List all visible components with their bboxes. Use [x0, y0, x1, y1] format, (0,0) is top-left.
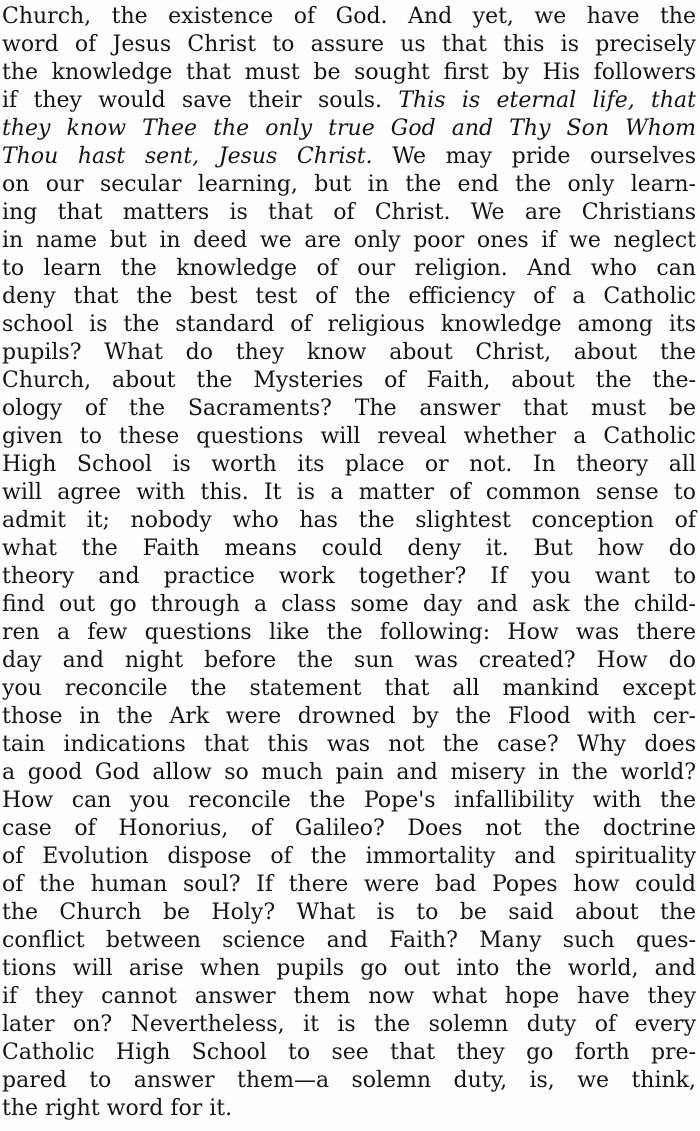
text-run: the knowledge that must be sought first by His followers	[2, 60, 696, 85]
italic-text-run: Thou hast sent, Jesus Christ.	[2, 144, 373, 169]
text-line	[2, 955, 696, 983]
text-line	[2, 591, 696, 619]
text-run: will agree with this. It is a matter of common sense to	[2, 480, 696, 505]
text-run: later on? Nevertheless, it is the solemn duty of every	[2, 1012, 696, 1037]
italic-text-run: they know Thee the only true God and Thy Son Whom	[2, 116, 696, 141]
text-run: deny that the best test of the efficiency of a Catholic	[2, 284, 696, 309]
text-run: word of Jesus Christ to assure us that this is precisely	[2, 32, 696, 57]
text-line	[2, 927, 696, 955]
text-line	[2, 339, 696, 367]
text-line	[2, 563, 696, 591]
text-run: Church, the existence of God. And yet, we have the	[2, 4, 696, 29]
text-line	[2, 647, 696, 675]
text-run: on our secular learning, but in the end the only learn-	[2, 172, 696, 197]
text-run: High School is worth its place or not. In theory all	[2, 452, 696, 477]
text-run: How can you reconcile the Pope's infallibility with the	[2, 788, 696, 813]
text-line	[2, 619, 696, 647]
text-run: pupils? What do they know about Christ, about the	[2, 340, 696, 365]
text-line	[2, 731, 696, 759]
text-run: case of Honorius, of Galileo? Does not the doctrine	[2, 816, 696, 841]
text-line	[2, 983, 696, 1011]
text-line	[2, 451, 696, 479]
text-run: conflict between science and Faith? Many such ques-	[2, 928, 696, 953]
text-line	[2, 507, 696, 535]
italic-text-run: This is eternal life, that	[398, 88, 696, 113]
text-line	[2, 899, 696, 927]
text-line	[2, 143, 696, 171]
text-line	[2, 199, 696, 227]
text-run: tain indications that this was not the case? Why does	[2, 732, 696, 757]
text-line	[2, 311, 696, 339]
text-run: Catholic High School to see that they go forth pre-	[2, 1040, 696, 1065]
text-line	[2, 1039, 696, 1067]
text-line	[2, 283, 696, 311]
body-paragraph	[2, 3, 696, 1123]
text-run: to learn the knowledge of our religion. And who can	[2, 256, 696, 281]
text-line	[2, 59, 696, 87]
text-line	[2, 703, 696, 731]
text-line	[2, 479, 696, 507]
text-line	[2, 787, 696, 815]
text-line	[2, 1011, 696, 1039]
text-line	[2, 1095, 696, 1123]
text-run: those in the Ark were drowned by the Flood with cer-	[2, 704, 696, 729]
text-run: admit it; nobody who has the slightest conception of	[2, 508, 696, 533]
text-run: if they cannot answer them now what hope have they	[2, 984, 696, 1009]
text-line	[2, 423, 696, 451]
text-run: We may pride ourselves	[372, 144, 696, 169]
text-run: Church, about the Mysteries of Faith, about the the-	[2, 368, 696, 393]
text-run: day and night before the sun was created? How do	[2, 648, 696, 673]
text-line	[2, 1067, 696, 1095]
text-run: in name but in deed we are only poor ones if we neglect	[2, 228, 696, 253]
text-line	[2, 3, 696, 31]
text-line	[2, 815, 696, 843]
text-run: you reconcile the statement that all mankind except	[2, 676, 696, 701]
text-line	[2, 395, 696, 423]
text-run: theory and practice work together? If you want to	[2, 564, 696, 589]
text-run: find out go through a class some day and ask the child-	[2, 592, 696, 617]
text-run: of the human soul? If there were bad Popes how could	[2, 872, 696, 897]
text-line	[2, 367, 696, 395]
text-line	[2, 227, 696, 255]
text-run: ing that matters is that of Christ. We are Christians	[2, 200, 696, 225]
text-run: given to these questions will reveal whether a Catholic	[2, 424, 696, 449]
text-line	[2, 759, 696, 787]
text-run: ren a few questions like the following: How was there	[2, 620, 696, 645]
text-line	[2, 675, 696, 703]
text-run: pared to answer them—a solemn duty, is, we think,	[2, 1068, 696, 1093]
text-run: if they would save their souls.	[2, 88, 399, 113]
text-run: ology of the Sacraments? The answer that must be	[2, 396, 696, 421]
text-run: of Evolution dispose of the immortality and spirituality	[2, 844, 696, 869]
text-line	[2, 535, 696, 563]
text-line	[2, 255, 696, 283]
text-line	[2, 115, 696, 143]
text-run: a good God allow so much pain and misery in the world?	[2, 760, 696, 785]
text-run: school is the standard of religious knowledge among its	[2, 312, 696, 337]
text-run: the right word for it.	[2, 1096, 233, 1121]
text-line	[2, 843, 696, 871]
text-run: tions will arise when pupils go out into the world, and	[2, 956, 696, 981]
text-line	[2, 871, 696, 899]
text-run: the Church be Holy? What is to be said about the	[2, 900, 696, 925]
text-run: what the Faith means could deny it. But how do	[2, 536, 696, 561]
text-line	[2, 171, 696, 199]
text-line	[2, 87, 696, 115]
text-line	[2, 31, 696, 59]
